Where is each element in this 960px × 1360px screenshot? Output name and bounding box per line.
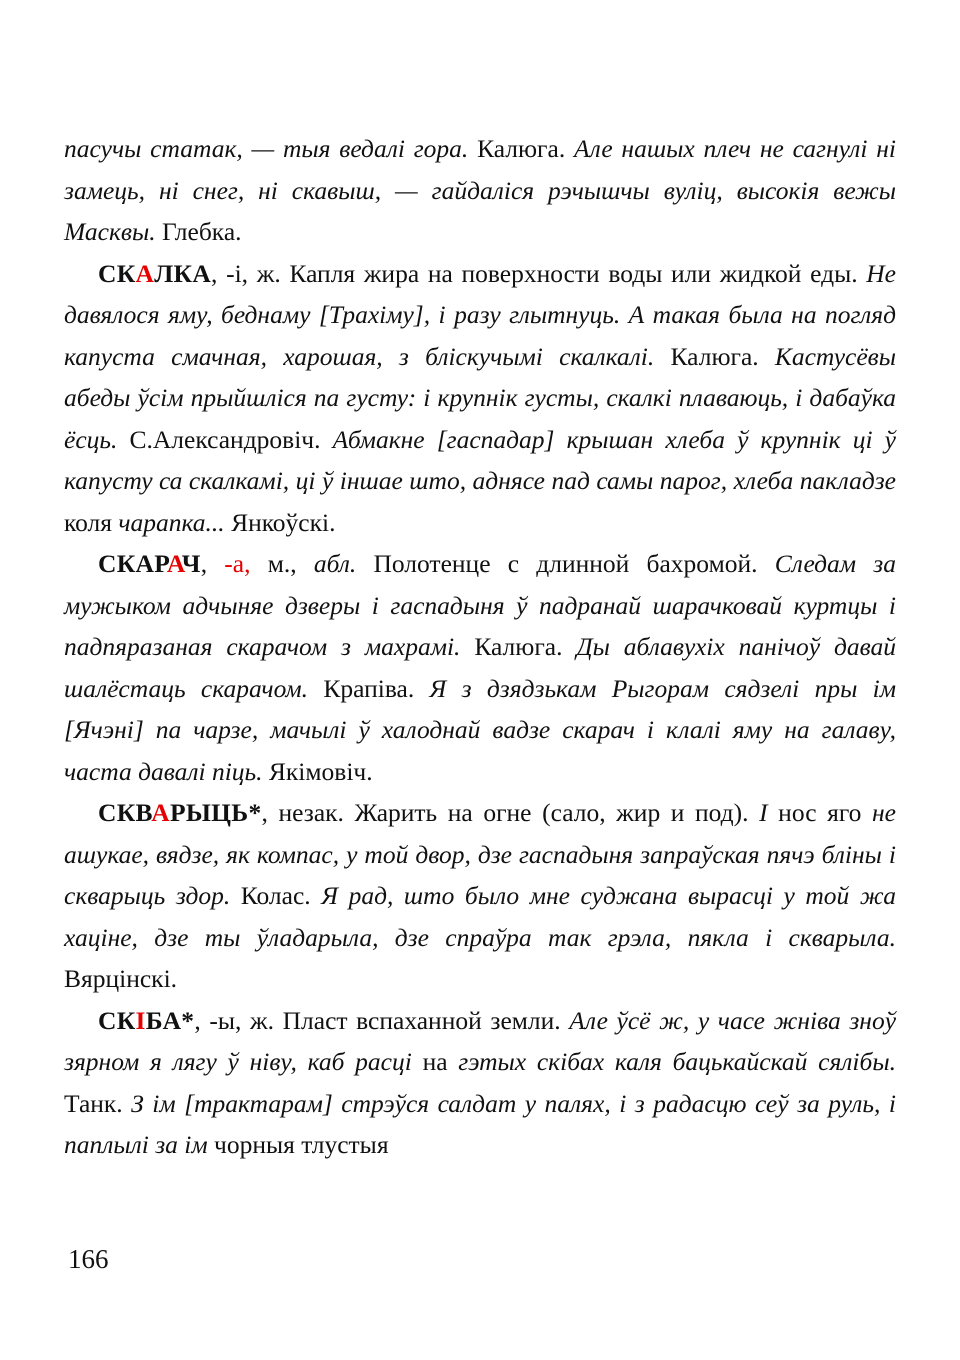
citation-roman-word: на xyxy=(411,1047,459,1076)
citation-roman-word: коля xyxy=(64,507,119,537)
grammar-label: м., xyxy=(250,549,297,578)
citation-source: Вярцінскі. xyxy=(64,964,178,993)
continuation-paragraph xyxy=(64,128,896,253)
citation-quote: І xyxy=(748,798,768,827)
grammar-label: ж. xyxy=(248,258,281,288)
citation-source: Крапіва. xyxy=(308,673,415,703)
citation-quote: чарапка... xyxy=(118,507,225,537)
dictionary-entry xyxy=(64,1000,896,1166)
headword-part: РЫЦЬ xyxy=(169,798,249,827)
usage-label: абл. xyxy=(296,549,357,578)
definition: Полотенце с длинной бахромой. xyxy=(356,549,758,578)
citation-quote: А такая была на погляд капуста смачная, харошая, з бліскучымі скалкалі. xyxy=(64,300,897,371)
stressed-vowel: А xyxy=(135,258,155,288)
dictionary-entry xyxy=(64,792,896,1000)
grammar-label: незак. xyxy=(267,798,344,827)
citation-quote: Але нашых плеч не сагнулі ні замець, ні снег, ні скавыш, — гайдаліся рэчышчы вуліц, высокія вежы Масквы. xyxy=(64,134,896,246)
citation-roman-word: нос яго xyxy=(767,798,873,827)
citation-quote: Следам за мужыком адчыняе дзверы і гаспадыня ў падранай шарачковай куртцы і падпяразаная скарачом з махрамі. xyxy=(64,549,896,661)
headword-part: СК xyxy=(98,258,136,288)
citation-source: Калюга. xyxy=(468,134,566,163)
inflection-ending: -а, xyxy=(207,549,251,578)
citation-source: Колас. xyxy=(230,881,311,910)
headword-part: СКАР xyxy=(98,549,167,578)
stressed-vowel: І xyxy=(135,1005,146,1035)
citation-source: Калюга. xyxy=(460,632,563,661)
headword-part: СК xyxy=(98,1005,136,1035)
citation-quote: Я рад, што было мне суджана вырасці у той жа хаціне, дзе ты ўладарыла, дзе спраўра так грэла, пякла і скварыла. xyxy=(64,881,896,952)
headword-comma: , xyxy=(194,1005,201,1035)
headword xyxy=(98,798,262,827)
text-column xyxy=(64,128,896,1166)
citation-roman-word: чорныя тлустыя xyxy=(207,1130,389,1159)
definition: Капля жира на поверхности воды или жидкой еды. xyxy=(280,258,858,288)
stressed-vowel: А xyxy=(166,549,182,578)
headword-comma: , xyxy=(261,798,268,827)
dictionary-entry xyxy=(64,543,896,792)
headword-asterisk: * xyxy=(181,1005,195,1035)
definition: Пласт вспаханной земли. xyxy=(273,1005,561,1035)
citation-source: Янкоўскі. xyxy=(224,507,336,537)
headword xyxy=(98,549,201,578)
headword-part: ЛКА xyxy=(154,258,212,288)
citation-source: Якімовіч. xyxy=(262,756,373,786)
headword-asterisk: * xyxy=(248,798,262,827)
citation-quote: З ім [трактарам] стрэўся салдат у палях, і з радасцю сеў за руль, і паплылі за ім xyxy=(64,1088,896,1159)
headword-part: БА xyxy=(145,1005,182,1035)
headword-part: СКВ xyxy=(98,798,152,827)
page-number: 166 xyxy=(68,1244,109,1274)
definition: Жарить на огне (сало, жир и под). xyxy=(343,798,749,827)
citation-quote: Не давялося яму, беднаму [Трахіму], і разу глытнуць. xyxy=(64,258,896,329)
headword-comma: , xyxy=(200,549,208,578)
citation-quote: Ды аблавухіх панічоў давай шалёстаць скарачом. xyxy=(64,632,896,703)
dictionary-entry xyxy=(64,253,896,544)
headword xyxy=(98,259,211,288)
citation-source: Глебка. xyxy=(155,217,242,246)
headword-comma: , xyxy=(211,258,218,288)
stressed-vowel: А xyxy=(151,798,170,827)
citation-quote: гэтых скібах каля бацькайскай сялібы. xyxy=(458,1047,896,1076)
headword xyxy=(98,1006,194,1035)
citation-source: Танк. xyxy=(64,1088,123,1118)
inflection-ending: -ы, xyxy=(200,1005,242,1035)
inflection-ending: -і, xyxy=(217,258,249,288)
grammar-label: ж. xyxy=(241,1005,274,1035)
citation-source: С.Александровіч. xyxy=(117,424,321,454)
citation-quote: Я з дзядзькам Рыгорам сядзелі пры ім [Ячэні] па чарзе, мачылі ў халоднай вадзе скарач і клалі яму на галаву, часта давалі піць. xyxy=(64,673,897,786)
citation-quote: Але ўсё ж, у часе жніва зноў зярном я лягу ў ніву, каб расці xyxy=(64,1005,897,1076)
citation-quote: Абмакне [гаспадар] крышан хлеба ў крупнік ці ў капусту са скалкамі, ці ў іншае што, аднясе пад самы парог, хлеба пакладзе xyxy=(64,424,896,495)
citation-source: Калюга. xyxy=(654,341,759,371)
headword-part: Ч xyxy=(181,549,201,578)
citation-quote: не ашукае, вядзе, як компас, у той двор, дзе гаспадыня запраўская пячэ бліны і скварыць здор. xyxy=(64,798,896,910)
citation-quote: Кастусёвы абеды ўсім прыйшліся па густу: і крупнік густы, скалкі плаваюць, і дабаўка ёсць. xyxy=(64,341,896,454)
citation-quote: пасучы статак, — тыя ведалі гора. xyxy=(64,134,469,163)
